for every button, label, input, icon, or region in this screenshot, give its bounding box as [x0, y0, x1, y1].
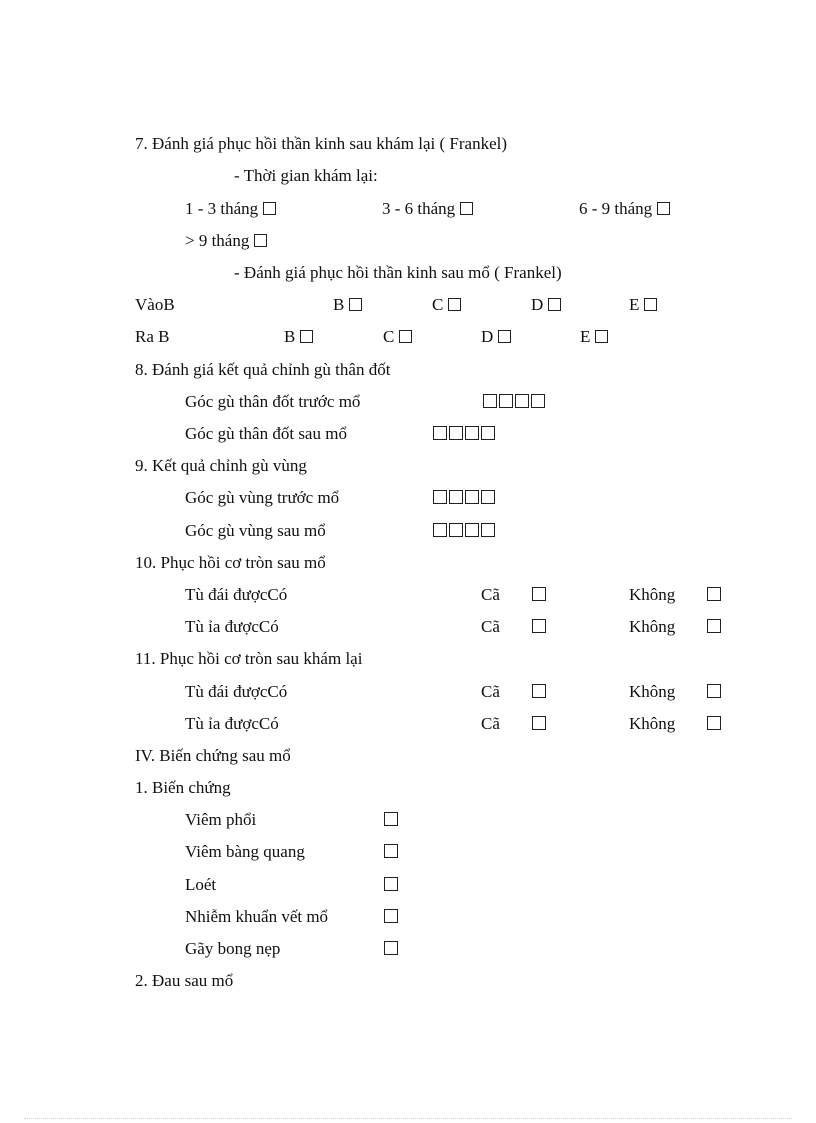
checkbox[interactable] — [263, 202, 276, 215]
yes-label: Cã — [481, 714, 500, 733]
grade-label: D — [531, 295, 544, 314]
option-label: 3 - 6 tháng — [382, 199, 456, 218]
no-label: Không — [629, 585, 676, 604]
checkbox[interactable] — [644, 298, 657, 311]
checkbox[interactable] — [498, 330, 511, 343]
digit-box[interactable] — [449, 490, 463, 504]
admission-grade-b — [333, 295, 362, 315]
admission-grade-d — [531, 295, 561, 315]
vertebral-kyphosis-pre-label: Góc gù thân đốt trước mổ — [185, 392, 361, 411]
complication-checkbox[interactable] — [384, 877, 398, 891]
section-7-heading: 7. Đánh giá phục hồi thần kinh sau khám lại ( Frankel) — [135, 134, 508, 153]
complication-wound-infection: Nhiễm khuẩn vết mổ — [185, 907, 329, 926]
discharge-label: Ra B — [135, 327, 170, 346]
no-label: Không — [629, 682, 676, 701]
defecation-label: Tù ỉa đượcCó — [185, 714, 279, 733]
section-8-heading: 8. Đánh giá kết quả chỉnh gù thân đốt — [135, 360, 391, 379]
yes-checkbox[interactable] — [532, 619, 546, 633]
digit-box[interactable] — [465, 426, 479, 440]
admission-grade-c — [432, 295, 461, 315]
grade-label: B — [333, 295, 345, 314]
digit-box[interactable] — [483, 394, 497, 408]
follow-up-time-label: - Thời gian khám lại: — [234, 166, 378, 185]
digit-box[interactable] — [465, 490, 479, 504]
section-9-heading: 9. Kết quả chỉnh gù vùng — [135, 456, 307, 475]
complication-checkbox[interactable] — [384, 844, 398, 858]
digit-box[interactable] — [433, 426, 447, 440]
defecation-label: Tù ỉa đượcCó — [185, 617, 279, 636]
checkbox[interactable] — [349, 298, 362, 311]
grade-label: C — [383, 327, 395, 346]
option-1-3-months — [185, 199, 276, 219]
checkbox[interactable] — [460, 202, 473, 215]
digit-box[interactable] — [515, 394, 529, 408]
checkbox[interactable] — [657, 202, 670, 215]
digit-box[interactable] — [465, 523, 479, 537]
discharge-grade-e — [580, 327, 608, 347]
yes-label: Cã — [481, 682, 500, 701]
regional-kyphosis-pre-boxes — [433, 488, 497, 508]
discharge-grade-c — [383, 327, 412, 347]
no-checkbox[interactable] — [707, 587, 721, 601]
complication-ulcer: Loét — [185, 875, 217, 894]
digit-box[interactable] — [433, 523, 447, 537]
yes-checkbox[interactable] — [532, 716, 546, 730]
complication-checkbox[interactable] — [384, 941, 398, 955]
admission-grade-e — [629, 295, 657, 315]
option-label: 1 - 3 tháng — [185, 199, 259, 218]
vertebral-kyphosis-post-label: Góc gù thân đốt sau mổ — [185, 424, 347, 443]
digit-box[interactable] — [449, 523, 463, 537]
admission-label: VàoB — [135, 295, 175, 314]
urination-label: Tù đái đượcCó — [185, 682, 288, 701]
grade-label: E — [629, 295, 640, 314]
postop-pain-subheading: 2. Đau sau mổ — [135, 971, 234, 990]
checkbox[interactable] — [448, 298, 461, 311]
complication-checkbox[interactable] — [384, 812, 398, 826]
grade-label: B — [284, 327, 296, 346]
option-label: 6 - 9 tháng — [579, 199, 653, 218]
checkbox[interactable] — [254, 234, 267, 247]
digit-box[interactable] — [531, 394, 545, 408]
complication-plate-failure: Gãy bong nẹp — [185, 939, 281, 958]
option-3-6-months — [382, 199, 473, 219]
no-label: Không — [629, 714, 676, 733]
section-10-heading: 10. Phục hồi cơ tròn sau mổ — [135, 553, 326, 572]
section-iv-heading: IV. Biến chứng sau mổ — [135, 746, 291, 765]
regional-kyphosis-post-label: Góc gù vùng sau mổ — [185, 521, 326, 540]
complication-checkbox[interactable] — [384, 909, 398, 923]
digit-box[interactable] — [499, 394, 513, 408]
discharge-grade-d — [481, 327, 511, 347]
option-over-9-months — [185, 231, 267, 251]
no-checkbox[interactable] — [707, 684, 721, 698]
yes-label: Cã — [481, 617, 500, 636]
checkbox[interactable] — [300, 330, 313, 343]
vertebral-kyphosis-post-boxes — [433, 424, 497, 444]
complication-pneumonia: Viêm phổi — [185, 810, 257, 829]
digit-box[interactable] — [481, 426, 495, 440]
option-6-9-months — [579, 199, 670, 219]
yes-label: Cã — [481, 585, 500, 604]
no-checkbox[interactable] — [707, 619, 721, 633]
checkbox[interactable] — [595, 330, 608, 343]
page-bottom-rule — [24, 1118, 792, 1119]
urination-label: Tù đái đượcCó — [185, 585, 288, 604]
digit-box[interactable] — [449, 426, 463, 440]
regional-kyphosis-pre-label: Góc gù vùng trước mổ — [185, 488, 340, 507]
complications-subheading: 1. Biến chứng — [135, 778, 231, 797]
option-label: > 9 tháng — [185, 231, 250, 250]
postop-frankel-label: - Đánh giá phục hồi thần kinh sau mổ ( Frankel) — [234, 263, 562, 282]
digit-box[interactable] — [481, 490, 495, 504]
complication-cystitis: Viêm bàng quang — [185, 842, 305, 861]
yes-checkbox[interactable] — [532, 684, 546, 698]
checkbox[interactable] — [548, 298, 561, 311]
section-11-heading: 11. Phục hồi cơ tròn sau khám lại — [135, 649, 363, 668]
grade-label: E — [580, 327, 591, 346]
grade-label: C — [432, 295, 444, 314]
yes-checkbox[interactable] — [532, 587, 546, 601]
regional-kyphosis-post-boxes — [433, 521, 497, 541]
digit-box[interactable] — [481, 523, 495, 537]
vertebral-kyphosis-pre-boxes — [483, 392, 547, 412]
digit-box[interactable] — [433, 490, 447, 504]
checkbox[interactable] — [399, 330, 412, 343]
grade-label: D — [481, 327, 494, 346]
discharge-grade-b — [284, 327, 313, 347]
no-checkbox[interactable] — [707, 716, 721, 730]
no-label: Không — [629, 617, 676, 636]
